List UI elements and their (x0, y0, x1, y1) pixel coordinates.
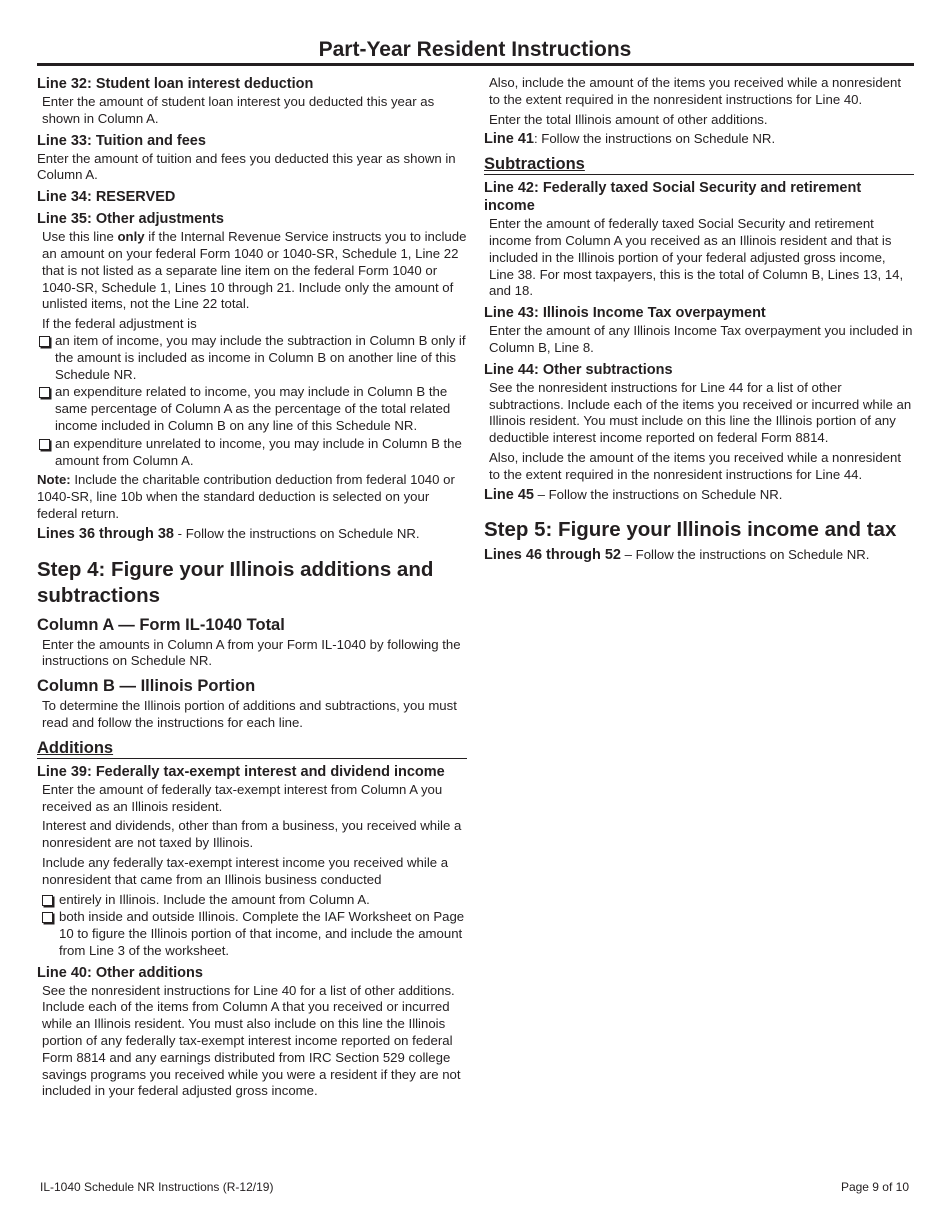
line44-heading: Line 44: Other subtractions (484, 361, 673, 378)
subtractions-heading-text: Subtractions (484, 155, 585, 174)
line43-heading: Line 43: Illinois Income Tax overpayment (484, 305, 766, 322)
subtractions-heading (484, 154, 914, 175)
line35-intro: If the federal adjustment is (42, 316, 197, 332)
list-item-text: an item of income, you may include the subtraction in Column B only if the amount is included as income in Column B on another line of this Schedule NR. (55, 332, 466, 382)
list-item-text: an expenditure related to income, you may include in Column B the same percentage of Column A as the percentage of the total related income included in Column B on any line of this Schedule NR. (55, 384, 451, 433)
line45 (484, 487, 914, 504)
column-b-text: To determine the Illinois portion of additions and subtractions, you must read and follow the instructions for each line. (42, 698, 457, 730)
lines36-38-label: Lines 36 through 38 (37, 525, 174, 542)
list-item (37, 892, 467, 909)
line39-p3: Include any federally tax-exempt interest income you received while a nonresident that came from an Illinois business conducted (42, 854, 449, 887)
note-label: Note: (37, 472, 71, 488)
line40-heading: Line 40: Other additions (37, 964, 203, 981)
checkbox-icon (42, 912, 53, 923)
additions-heading-text: Additions (37, 738, 114, 757)
lines46-52 (484, 547, 914, 564)
line41 (484, 131, 914, 148)
lines36-38 (37, 526, 467, 543)
list-item (37, 436, 467, 470)
line32-text: Enter the amount of student loan interest you deducted this year as shown in Column A. (42, 94, 435, 126)
line35-list (37, 333, 467, 469)
column-a-heading: Column A — Form IL-1040 Total (37, 615, 285, 634)
list-item (37, 909, 467, 959)
list-item-text: an expenditure unrelated to income, you may include in Column B the amount from Column A. (55, 435, 462, 468)
column-a-text: Enter the amounts in Column A from your Form IL-1040 by following the instructions on Schedule NR. (42, 636, 461, 669)
line43-text: Enter the amount of any Illinois Income Tax overpayment you included in Column B, Line 8. (489, 323, 913, 355)
line39-list (37, 892, 467, 960)
line40-cont-p1: Also, include the amount of the items you received while a nonresident to the extent required in the nonresident instructions for Line 40. (489, 75, 901, 107)
checkbox-icon (39, 387, 50, 398)
line45-label: Line 45 (484, 486, 534, 503)
note-text: Include the charitable contribution deduction from federal 1040 or 1040-SR, line 10b when the standard deduction is selected on your federal return. (37, 472, 455, 521)
step4-heading: Step 4: Figure your Illinois additions and subtractions (37, 557, 434, 607)
column-b-heading: Column B — Illinois Portion (37, 677, 256, 696)
line33-heading: Line 33: Tuition and fees (37, 132, 206, 149)
line33-text: Enter the amount of tuition and fees you deducted this year as shown in Column A. (37, 150, 456, 183)
list-item (37, 384, 467, 434)
line32-heading: Line 32: Student loan interest deduction (37, 76, 314, 92)
page-title: Part-Year Resident Instructions (318, 38, 632, 61)
list-item (37, 333, 467, 383)
title-rule (37, 63, 914, 66)
line39-heading: Line 39: Federally tax-exempt interest and dividend income (37, 763, 445, 780)
lines46-52-text: – Follow the instructions on Schedule NR. (620, 547, 870, 563)
line40-cont-p2: Enter the total Illinois amount of other additions. (489, 111, 768, 127)
checkbox-icon (42, 895, 53, 906)
line35-text (37, 229, 467, 313)
line44-p2: Also, include the amount of the items you received while a nonresident to the extent required in the nonresident instructions for Line 44. (489, 449, 901, 482)
footer-form-id: IL-1040 Schedule NR Instructions (R-12/19) (40, 1180, 274, 1194)
right-column (484, 75, 914, 567)
line41-text: : Follow the instructions on Schedule NR. (533, 131, 776, 147)
line41-label: Line 41 (484, 131, 534, 148)
line35-text-bold: only (117, 229, 145, 245)
line42-heading: Line 42: Federally taxed Social Security and retirement income (484, 180, 862, 215)
line35-note (37, 472, 467, 522)
checkbox-icon (39, 439, 50, 450)
list-item-text: both inside and outside Illinois. Complete the IAF Worksheet on Page 10 to figure the Illinois portion of that income, and include the amount from Line 3 of the worksheet. (59, 909, 465, 958)
lines36-38-text: - Follow the instructions on Schedule NR. (173, 525, 420, 541)
step5-heading: Step 5: Figure your Illinois income and tax (484, 518, 897, 542)
line40-text: See the nonresident instructions for Line 40 for a list of other additions. Include each of the items from Column A that you received or incurred while an Illinois resident. You must also include on this line the Illinois portion of any federally tax-exempt interest income reported on federal Form 8814 and any earnings distributed from IRC Section 529 college savings programs you received while you were a resident if they are not included in your federal adjusted gross income. (42, 982, 461, 1099)
line42-text: Enter the amount of federally taxed Social Security and retirement income from Column A you received as an Illinois resident and that is included in the Illinois portion of your federal adjusted gross income, Line 38. For most taxpayers, this is the total of Column B, Lines 13, 14, and 18. (489, 216, 904, 299)
line35-text-pre: Use this line (42, 229, 118, 245)
line45-text: – Follow the instructions on Schedule NR. (533, 486, 783, 502)
line34-heading: Line 34: RESERVED (37, 189, 176, 206)
additions-heading (37, 738, 467, 759)
line35-text-post: if the Internal Revenue Service instructs you to include an amount on your federal Form 1040 or 1040-SR, Schedule 1, Line 22 that is not listed as a separate line item on the federal Form 1040 or 1040-SR, Schedule 1, Lines 10 through 21. Include only the amount of unlisted items, not the Line 22 total. (42, 229, 467, 312)
line39-p2: Interest and dividends, other than from a business, you received while a nonresident are not taxed by Illinois. (42, 818, 462, 851)
checkbox-icon (39, 336, 50, 347)
list-item-text: entirely in Illinois. Include the amount from Column A. (59, 891, 370, 907)
left-column (37, 75, 467, 1103)
line39-p1: Enter the amount of federally tax-exempt interest from Column A you received as an Illinois resident. (42, 781, 443, 814)
line44-p1: See the nonresident instructions for Line 44 for a list of other subtractions. Include each of the items you received or incurred while an Illinois resident. You must include on this line the Illinois portion of any deductible interest income reported on federal Form 8814. (489, 379, 912, 446)
line35-heading: Line 35: Other adjustments (37, 211, 224, 228)
lines46-52-label: Lines 46 through 52 (484, 547, 621, 564)
footer-page-number: Page 9 of 10 (840, 1180, 909, 1194)
